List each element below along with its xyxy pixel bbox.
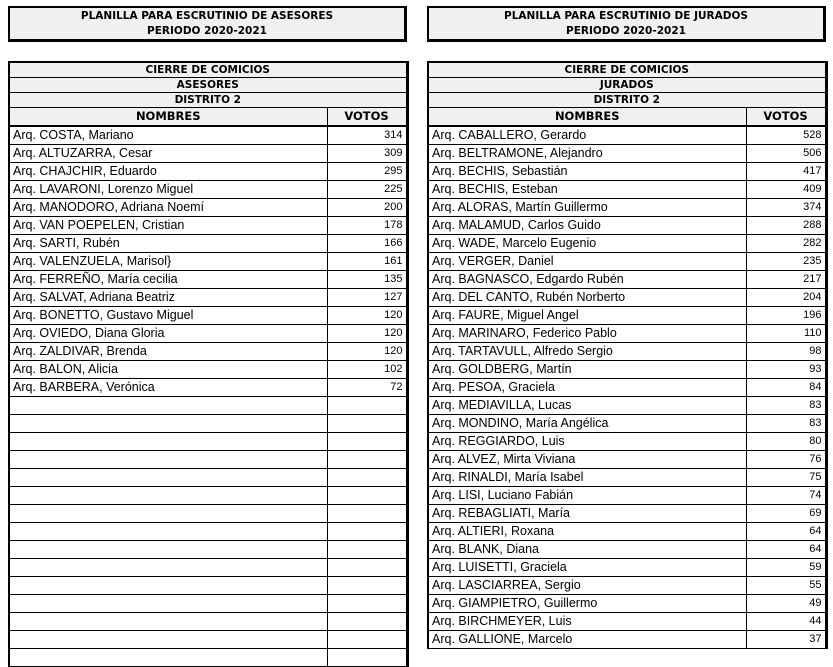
table-row — [9, 306, 407, 324]
table-row — [9, 522, 407, 540]
table-row — [428, 558, 826, 576]
table-row — [9, 342, 407, 360]
asesores-candidate-votes — [327, 558, 407, 576]
table-row — [428, 252, 826, 270]
asesores-candidate-name: Arq. ZALDIVAR, Brenda — [9, 342, 327, 360]
table-row — [9, 126, 407, 145]
jurados-candidate-name: Arq. BAGNASCO, Edgardo Rubén — [428, 270, 746, 288]
jurados-candidate-name: Arq. WADE, Marcelo Eugenio — [428, 234, 746, 252]
asesores-candidate-name: Arq. COSTA, Mariano — [9, 126, 327, 145]
jurados-candidate-name: Arq. CABALLERO, Gerardo — [428, 126, 746, 145]
jurados-candidate-votes: 528 — [746, 126, 826, 145]
jurados-candidate-votes: 69 — [746, 504, 826, 522]
asesores-candidate-votes — [327, 540, 407, 558]
table-row — [428, 162, 826, 180]
asesores-candidate-votes — [327, 576, 407, 594]
asesores-candidate-name — [9, 414, 327, 432]
table-row — [428, 576, 826, 594]
asesores-candidate-votes: 314 — [327, 126, 407, 145]
table-row — [428, 270, 826, 288]
table-row — [9, 558, 407, 576]
table-row — [428, 396, 826, 414]
table-row — [428, 216, 826, 234]
table-row — [428, 450, 826, 468]
jurados-candidate-name: Arq. VERGER, Daniel — [428, 252, 746, 270]
table-row — [9, 162, 407, 180]
asesores-candidate-votes — [327, 612, 407, 630]
asesores-candidate-votes: 161 — [327, 252, 407, 270]
asesores-candidate-votes — [327, 396, 407, 414]
table-row — [428, 414, 826, 432]
jurados-table — [427, 61, 828, 649]
asesores-candidate-name — [9, 522, 327, 540]
asesores-candidate-votes: 309 — [327, 144, 407, 162]
table-row — [428, 504, 826, 522]
table-row — [9, 270, 407, 288]
table-row — [9, 630, 407, 648]
jurados-header-district: DISTRITO 2 — [428, 93, 826, 108]
asesores-candidate-votes — [327, 414, 407, 432]
jurados-candidate-name: Arq. MALAMUD, Carlos Guido — [428, 216, 746, 234]
asesores-candidate-name: Arq. VAN POEPELEN, Cristian — [9, 216, 327, 234]
asesores-candidate-name — [9, 648, 327, 666]
jurados-candidate-votes: 83 — [746, 396, 826, 414]
table-row — [9, 288, 407, 306]
asesores-period: PERIODO 2020-2021 — [147, 24, 267, 37]
jurados-candidate-votes: 83 — [746, 414, 826, 432]
asesores-candidate-name — [9, 486, 327, 504]
asesores-candidate-name: Arq. SARTI, Rubén — [9, 234, 327, 252]
jurados-period: PERIODO 2020-2021 — [566, 24, 686, 37]
asesores-candidate-name: Arq. VALENZUELA, Marisol} — [9, 252, 327, 270]
table-row — [428, 126, 826, 145]
asesores-candidate-votes: 135 — [327, 270, 407, 288]
table-row — [9, 378, 407, 396]
asesores-candidate-name — [9, 576, 327, 594]
jurados-candidate-name: Arq. MONDINO, María Angélica — [428, 414, 746, 432]
jurados-candidate-name: Arq. PESOA, Graciela — [428, 378, 746, 396]
asesores-candidate-name — [9, 558, 327, 576]
asesores-candidate-votes — [327, 468, 407, 486]
jurados-candidate-votes: 44 — [746, 612, 826, 630]
asesores-candidate-name — [9, 396, 327, 414]
jurados-candidate-votes: 235 — [746, 252, 826, 270]
table-row — [9, 144, 407, 162]
jurados-col-votes: VOTOS — [746, 108, 826, 126]
jurados-candidate-name: Arq. MARINARO, Federico Pablo — [428, 324, 746, 342]
asesores-candidate-name: Arq. BARBERA, Verónica — [9, 378, 327, 396]
jurados-candidate-name: Arq. GOLDBERG, Martín — [428, 360, 746, 378]
jurados-candidate-votes: 409 — [746, 180, 826, 198]
table-row — [428, 486, 826, 504]
jurados-candidate-name: Arq. RINALDI, María Isabel — [428, 468, 746, 486]
asesores-candidate-votes: 295 — [327, 162, 407, 180]
asesores-candidate-name — [9, 432, 327, 450]
jurados-candidate-name: Arq. ALVEZ, Mirta Viviana — [428, 450, 746, 468]
jurados-candidate-name: Arq. ALORAS, Martín Guillermo — [428, 198, 746, 216]
jurados-candidate-name: Arq. BELTRAMONE, Alejandro — [428, 144, 746, 162]
asesores-candidate-votes — [327, 648, 407, 666]
asesores-candidate-votes: 127 — [327, 288, 407, 306]
asesores-candidate-votes — [327, 486, 407, 504]
table-row — [9, 324, 407, 342]
jurados-candidate-name: Arq. TARTAVULL, Alfredo Sergio — [428, 342, 746, 360]
table-row — [428, 342, 826, 360]
asesores-header-district: DISTRITO 2 — [9, 93, 407, 108]
asesores-candidate-name — [9, 630, 327, 648]
table-row — [428, 324, 826, 342]
table-row — [428, 612, 826, 630]
jurados-candidate-votes: 64 — [746, 522, 826, 540]
asesores-candidate-name — [9, 450, 327, 468]
asesores-candidate-votes: 178 — [327, 216, 407, 234]
table-row — [428, 468, 826, 486]
table-row — [9, 360, 407, 378]
asesores-candidate-votes: 166 — [327, 234, 407, 252]
jurados-candidate-votes: 59 — [746, 558, 826, 576]
jurados-title: PLANILLA PARA ESCRUTINIO DE JURADOS — [504, 9, 748, 22]
jurados-candidate-votes: 288 — [746, 216, 826, 234]
jurados-candidate-votes: 93 — [746, 360, 826, 378]
table-row — [428, 360, 826, 378]
jurados-candidate-name: Arq. ALTIERI, Roxana — [428, 522, 746, 540]
asesores-candidate-votes — [327, 594, 407, 612]
table-row — [428, 594, 826, 612]
asesores-candidate-name — [9, 468, 327, 486]
table-row — [428, 306, 826, 324]
table-row — [9, 432, 407, 450]
jurados-title-box — [427, 6, 826, 42]
table-row — [9, 468, 407, 486]
table-row — [9, 612, 407, 630]
jurados-candidate-votes: 80 — [746, 432, 826, 450]
asesores-candidate-name: Arq. BALON, Alicia — [9, 360, 327, 378]
asesores-candidate-votes: 200 — [327, 198, 407, 216]
asesores-candidate-name: Arq. LAVARONI, Lorenzo Miguel — [9, 180, 327, 198]
jurados-candidate-votes: 75 — [746, 468, 826, 486]
jurados-candidate-name: Arq. LUISETTI, Graciela — [428, 558, 746, 576]
jurados-candidate-votes: 76 — [746, 450, 826, 468]
table-row — [428, 288, 826, 306]
table-row — [9, 396, 407, 414]
table-row — [9, 648, 407, 666]
jurados-candidate-name: Arq. BIRCHMEYER, Luis — [428, 612, 746, 630]
asesores-candidate-name: Arq. BONETTO, Gustavo Miguel — [9, 306, 327, 324]
asesores-candidate-name: Arq. MANODORO, Adriana Noemí — [9, 198, 327, 216]
table-row — [428, 630, 826, 648]
table-row — [9, 198, 407, 216]
jurados-candidate-votes: 74 — [746, 486, 826, 504]
jurados-candidate-votes: 374 — [746, 198, 826, 216]
asesores-candidate-name: Arq. FERREÑO, María cecilia — [9, 270, 327, 288]
jurados-header-cierre: CIERRE DE COMICIOS — [428, 62, 826, 78]
asesores-candidate-votes — [327, 450, 407, 468]
jurados-candidate-name: Arq. BECHIS, Sebastián — [428, 162, 746, 180]
asesores-candidate-name: Arq. OVIEDO, Diana Gloria — [9, 324, 327, 342]
jurados-candidate-votes: 84 — [746, 378, 826, 396]
jurados-candidate-votes: 506 — [746, 144, 826, 162]
table-row — [428, 522, 826, 540]
jurados-candidate-name: Arq. GIAMPIETRO, Guillermo — [428, 594, 746, 612]
jurados-candidate-name: Arq. LASCIARREA, Sergio — [428, 576, 746, 594]
asesores-candidate-votes: 120 — [327, 324, 407, 342]
jurados-candidate-name: Arq. BECHIS, Esteban — [428, 180, 746, 198]
asesores-header-category: ASESORES — [9, 78, 407, 93]
table-row — [9, 180, 407, 198]
asesores-candidate-name — [9, 540, 327, 558]
asesores-candidate-name — [9, 612, 327, 630]
jurados-candidate-name: Arq. REBAGLIATI, María — [428, 504, 746, 522]
jurados-header-category: JURADOS — [428, 78, 826, 93]
table-row — [428, 432, 826, 450]
table-row — [428, 198, 826, 216]
jurados-candidate-name: Arq. DEL CANTO, Rubén Norberto — [428, 288, 746, 306]
jurados-candidate-name: Arq. LISI, Luciano Fabián — [428, 486, 746, 504]
jurados-col-names: NOMBRES — [428, 108, 746, 126]
table-row — [9, 576, 407, 594]
table-row — [9, 540, 407, 558]
jurados-candidate-votes: 37 — [746, 630, 826, 648]
asesores-candidate-name: Arq. CHAJCHIR, Eduardo — [9, 162, 327, 180]
asesores-table — [8, 61, 409, 667]
jurados-candidate-votes: 64 — [746, 540, 826, 558]
table-row — [9, 594, 407, 612]
asesores-candidate-name — [9, 504, 327, 522]
asesores-candidate-votes: 120 — [327, 342, 407, 360]
jurados-candidate-votes: 98 — [746, 342, 826, 360]
asesores-candidate-votes: 120 — [327, 306, 407, 324]
asesores-title-box — [8, 6, 407, 42]
jurados-candidate-votes: 196 — [746, 306, 826, 324]
asesores-candidate-name: Arq. ALTUZARRA, Cesar — [9, 144, 327, 162]
table-row — [9, 414, 407, 432]
asesores-candidate-votes: 102 — [327, 360, 407, 378]
jurados-candidate-votes: 282 — [746, 234, 826, 252]
asesores-header-cierre: CIERRE DE COMICIOS — [9, 62, 407, 78]
table-row — [9, 486, 407, 504]
jurados-candidate-name: Arq. MEDIAVILLA, Lucas — [428, 396, 746, 414]
asesores-candidate-name: Arq. SALVAT, Adriana Beatriz — [9, 288, 327, 306]
jurados-candidate-votes: 217 — [746, 270, 826, 288]
table-row — [9, 216, 407, 234]
asesores-candidate-name — [9, 594, 327, 612]
table-row — [428, 144, 826, 162]
asesores-title: PLANILLA PARA ESCRUTINIO DE ASESORES — [80, 9, 334, 22]
asesores-col-votes: VOTOS — [327, 108, 407, 126]
jurados-candidate-votes: 417 — [746, 162, 826, 180]
table-row — [9, 450, 407, 468]
jurados-candidate-votes: 110 — [746, 324, 826, 342]
jurados-candidate-name: Arq. GALLIONE, Marcelo — [428, 630, 746, 648]
asesores-candidate-votes — [327, 630, 407, 648]
jurados-candidate-name: Arq. REGGIARDO, Luis — [428, 432, 746, 450]
table-row — [428, 378, 826, 396]
jurados-candidate-votes: 49 — [746, 594, 826, 612]
table-row — [9, 504, 407, 522]
asesores-col-names: NOMBRES — [9, 108, 327, 126]
table-row — [428, 234, 826, 252]
asesores-candidate-votes — [327, 504, 407, 522]
asesores-candidate-votes — [327, 432, 407, 450]
jurados-candidate-name: Arq. FAURE, Miguel Angel — [428, 306, 746, 324]
jurados-candidate-votes: 55 — [746, 576, 826, 594]
asesores-candidate-votes — [327, 522, 407, 540]
jurados-candidate-name: Arq. BLANK, Diana — [428, 540, 746, 558]
table-row — [428, 180, 826, 198]
table-row — [9, 252, 407, 270]
asesores-candidate-votes: 72 — [327, 378, 407, 396]
asesores-candidate-votes: 225 — [327, 180, 407, 198]
table-row — [428, 540, 826, 558]
jurados-candidate-votes: 204 — [746, 288, 826, 306]
table-row — [9, 234, 407, 252]
